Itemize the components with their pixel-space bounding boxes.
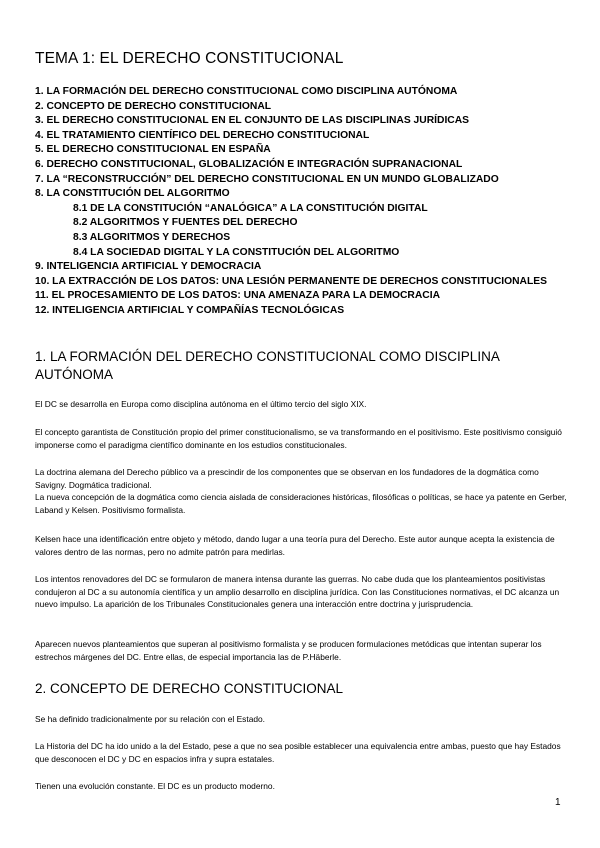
toc-item: 12. INTELIGENCIA ARTIFICIAL Y COMPAÑÍAS TECNOLÓGICAS — [35, 304, 345, 316]
toc-item: 4. EL TRATAMIENTO CIENTÍFICO DEL DERECHO CONSTITUCIONAL — [35, 129, 370, 141]
section-1-paragraph: Los intentos renovadores del DC se formularon de manera intensa durante las guerras. No cabe duda que los planteamientos positivistas condujeron al DC a su autonomía científica y un amplio desarrollo en disciplina jurídica. Con las Constituciones normativas, el DC alcanza un nuevo impulso. La aparición de los Tribunales Constitucionales genera una interacción entre doctrina y jurisprudencia. — [35, 574, 560, 610]
section-2-paragraph: La Historia del DC ha ido unido a la del Estado, pese a que no sea posible establecer una equivalencia entre ambas, puesto que hay Estados que desconocen el DC y DC en espacios infra y supra estatales. — [35, 741, 561, 764]
section-1-paragraph: El DC se desarrolla en Europa como disciplina autónoma en el último tercio del siglo XIX. — [35, 399, 367, 409]
section-2-paragraph: Se ha definido tradicionalmente por su relación con el Estado. — [35, 714, 265, 724]
toc-subitem: 8.1 DE LA CONSTITUCIÓN “ANALÓGICA” A LA CONSTITUCIÓN DIGITAL — [73, 202, 428, 214]
section-1-paragraph: Kelsen hace una identificación entre objeto y método, dando lugar a una teoría pura del Derecho. Este autor aunque acepta la existencia de valores dentro de las normas, pero no admite patrón para medirlas. — [35, 534, 555, 557]
toc-subitem: 8.4 LA SOCIEDAD DIGITAL Y LA CONSTITUCIÓN DEL ALGORITMO — [73, 246, 400, 258]
toc-item: 11. EL PROCESAMIENTO DE LOS DATOS: UNA AMENAZA PARA LA DEMOCRACIA — [35, 290, 441, 302]
table-of-contents — [35, 85, 565, 319]
toc-subitem: 8.2 ALGORITMOS Y FUENTES DEL DERECHO — [73, 217, 298, 229]
section-1-paragraph: La nueva concepción de la dogmática como ciencia aislada de consideraciones históricas, filosóficas o políticas, se hace ya patente en Gerber, Laband y Kelsen. Positivismo formalista. — [35, 492, 567, 515]
page-number: 1 — [555, 797, 561, 808]
section-2-paragraph: Tienen una evolución constante. El DC es un producto moderno. — [35, 781, 275, 791]
toc-item: 9. INTELIGENCIA ARTIFICIAL Y DEMOCRACIA — [35, 261, 262, 273]
toc-item: 1. LA FORMACIÓN DEL DERECHO CONSTITUCIONAL COMO DISCIPLINA AUTÓNOMA — [35, 86, 458, 97]
toc-item: 8. LA CONSTITUCIÓN DEL ALGORITMO — [35, 188, 230, 200]
toc-item: 2. CONCEPTO DE DERECHO CONSTITUCIONAL — [35, 100, 272, 112]
toc-item: 3. EL DERECHO CONSTITUCIONAL EN EL CONJUNTO DE LAS DISCIPLINAS JURÍDICAS — [35, 115, 470, 127]
toc-item: 7. LA “RECONSTRUCCIÓN” DEL DERECHO CONSTITUCIONAL EN UN MUNDO GLOBALIZADO — [35, 173, 499, 185]
section-2-heading: 2. CONCEPTO DE DERECHO CONSTITUCIONAL — [35, 681, 344, 696]
section-1-paragraph: Aparecen nuevos planteamientos que superan al positivismo formalista y se producen formulaciones metódicas que intentan superar los estrechos márgenes del DC. Entre ellas, de especial importancia las de P.Häberle. — [35, 639, 542, 662]
section-1-paragraph: El concepto garantista de Constitución propio del primer constitucionalismo, se va transformando en el positivismo. Este positivismo consiguió imponerse como el paradigma científico dominante en los estudios constitucionales. — [35, 427, 562, 450]
document-title: TEMA 1: EL DERECHO CONSTITUCIONAL — [35, 50, 344, 67]
toc-item: 10. LA EXTRACCIÓN DE LOS DATOS: UNA LESIÓN PERMANENTE DE DERECHOS CONSTITUCIONALES — [35, 275, 548, 287]
toc-subitem: 8.3 ALGORITMOS Y DERECHOS — [73, 231, 231, 243]
section-1-heading: 1. LA FORMACIÓN DEL DERECHO CONSTITUCIONAL COMO DISCIPLINA AUTÓNOMA — [35, 349, 500, 382]
toc-item: 6. DERECHO CONSTITUCIONAL, GLOBALIZACIÓN E INTEGRACIÓN SUPRANACIONAL — [35, 158, 463, 170]
section-1-paragraph: La doctrina alemana del Derecho público va a prescindir de los componentes que se observan en los fundadores de la dogmática como Savigny. Dogmática tradicional. — [35, 467, 539, 490]
toc-item: 5. EL DERECHO CONSTITUCIONAL EN ESPAÑA — [35, 144, 271, 156]
